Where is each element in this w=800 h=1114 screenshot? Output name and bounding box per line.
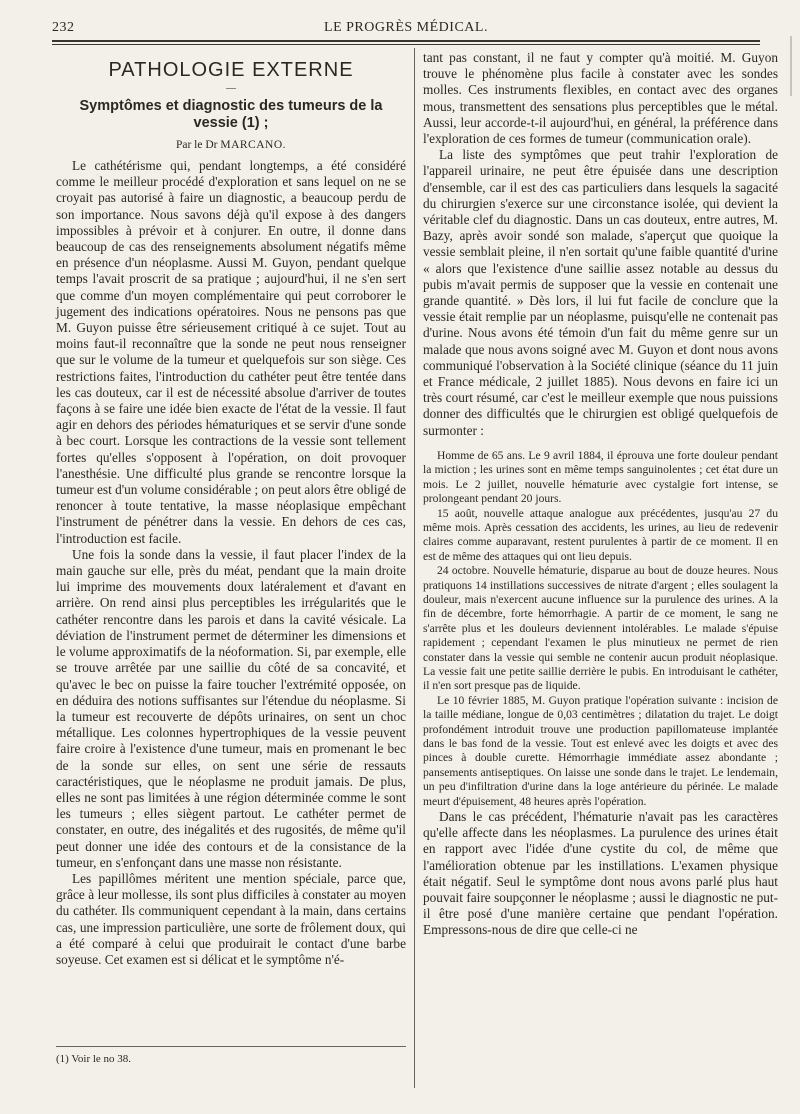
journal-title: LE PROGRÈS MÉDICAL. [324, 20, 488, 35]
case-report [423, 449, 778, 809]
header-rule [52, 40, 760, 42]
right-column [423, 50, 778, 939]
paragraph: Dans le cas précédent, l'hématurie n'avait pas les caractères qu'elle affecte dans les néoplasmes. La purulence des urines était en rapport avec l'idée d'une cystite du col, de même que l'amélioration obtenue par les instillations. L'examen physique était négatif. Seul le symptôme dont nous avons parlé plus haut pouvait faire soupçonner le néoplasme ; aussi le diagnostic ne put-il être posé d'une manière certaine que pendant l'opération. Empressons-nous de dire que celle-ci ne [423, 809, 778, 938]
footnote: (1) Voir le no 38. [56, 1046, 406, 1065]
page-edge-mark [790, 36, 792, 96]
header-rule-thin [52, 44, 760, 45]
article-title: Symptômes et diagnostic des tumeurs de la vessie (1) ; [79, 98, 383, 131]
left-column [56, 50, 406, 968]
paragraph: Une fois la sonde dans la vessie, il faut placer l'index de la main gauche sur elle, près du méat, pendant que la main droite lui imprime des mouvements doux latéralement et d'avant en arrière. On rend ainsi plus perceptibles les irrégularités que le cathéter rencontre dans les parois et dans la cavité vésicale. La déviation de l'instrument permet de déterminer les dimensions et le volume approximatifs de la néoformation. Si, par exemple, elle se trouve arrêtée par une saillie du côté de sa concavité, et qu'avec le bec on puisse la faire toucher l'extrémité opposée, on en déduira des notions suffisantes sur l'étendue du néoplasme. Si la tumeur est recouverte de dépôts urinaires, on sent un choc métallique. Les colonnes hypertrophiques de la vessie peuvent faire croire à l'existence d'une tumeur, mais en promenant le bec de la sonde sur elles, on sent une série de ressauts caractéristiques, que le néoplasme ne produit jamais. De plus, elles ne sont pas limitées à une région déterminée comme le sont les tumeurs ; elles siègent partout. Le cathéter permet de constater, en outre, des inégalités et des rugosités, de même qu'il peut donner une idée des contours et de la consistance de la tumeur, en s'enfonçant dans une masse non résistante. [56, 546, 406, 870]
column-divider [414, 48, 415, 1088]
page-number: 232 [52, 20, 75, 35]
paragraph: Le cathétérisme qui, pendant longtemps, a été considéré comme le meilleur procédé d'exploration et sans lequel on ne se croyait pas autorisé à faire un diagnostic, a beaucoup perdu de son importance. Nous savons déjà qu'il expose à des dangers impossibles à prévoir et à conjurer. En outre, il donne dans beaucoup de cas des renseignements absolument négatifs même en présence d'un néoplasme. Aussi M. Guyon, pendant quelque temps l'avait proscrit de sa pratique ; aujourd'hui, il ne s'en sert que comme d'un moyen complémentaire qui peut corroborer le jugement des indications opératoires. Nous ne pensons pas que M. Guyon puisse être sérieusement critiqué à ce sujet. Tout au moins faut-il reconnaître que la sonde ne peut nous renseigner que sur le volume de la tumeur et quelquefois sur son siège. Ces restrictions faites, l'introduction du cathéter peut être tentée dans les cas douteux, car il est de nécessité absolue d'arriver de toutes façons à se faire une idée bien exacte de l'état de la vessie. Il faut agir en dehors des périodes hématuriques et se servir d'une sonde à bec court. Lorsque les contractions de la vessie sont tellement fortes qu'elles s'opposent à l'opération, on doit provoquer l'anesthésie. Une difficulté plus grande se rencontre lorsque la tumeur est d'un volume considérable ; on peut alors être obligé de renoncer à toute tentative, la masse néoplasique empêchant l'instrument de pénétrer dans la vessie. En dehors de ces cas, l'introduction est facile. [56, 158, 406, 546]
case-paragraph: 15 août, nouvelle attaque analogue aux précédentes, jusqu'au 27 du même mois. Après cessation des accidents, les urines, au lieu de redevenir claires comme auparavant, restent purulentes à partir de ce moment. Il en est de même des attaques qui ont lieu depuis. [423, 506, 778, 563]
case-paragraph: 24 octobre. Nouvelle hématurie, disparue au bout de douze heures. Nous pratiquons 14 instillations successives de nitrate d'argent ; elles soulagent la douleur, mais n'exercent aucune influence sur la purulence des urines. A la fin de décembre, forte hémorrhagie. A partir de ce moment, le sang ne s'arrête plus et les douleurs deviennent intolérables. Le malade s'épuise rapidement ; cependant l'examen le plus minutieux ne permet de rien constater dans la vessie qui semble ne contenir aucun produit néoplasique. La vessie fait une petite saillie derrière le pubis. En introduisant le cathéter, il n'en sort presque pas de liquide. [423, 564, 778, 693]
running-head [52, 18, 760, 42]
case-paragraph: Homme de 65 ans. Le 9 avril 1884, il éprouva une forte douleur pendant la miction ; les urines sont en même temps sanguinolentes ; cet état dure un mois. Le 2 juillet, nouvelle hématurie avec cystalgie fort intense, se prolongeant pendant 20 jours. [423, 448, 778, 506]
paragraph: La liste des symptômes que peut trahir l'exploration de l'appareil urinaire, ne peut être épuisée dans une description d'ensemble, car il est des cas particuliers dans lesquels la sagacité du chirurgien s'exerce sur une circonstance isolée, qui devient la véritable clef du diagnostic. Dans un cas douteux, entre autres, M. Bazy, après avoir sondé son malade, s'aperçut que quoique la vessie semblait pleine, il n'en sortait qu'une faible quantité d'urine « alors que l'existence d'une saillie assez notable au dessus du pubis m'avait permis de supposer que la vessie en contenait une grande quantité. » Dès lors, il lui fut facile de conclure que la vessie était remplie par un néoplasme, puisqu'elle ne contenait pas d'urine. Nous avons été témoin d'un fait du même genre sur un malade que nous avons soigné avec M. Guyon et dont nous avons communiqué l'observation à la Société clinique (séance du 11 juin et France médicale, 2 juillet 1885). Nous devons en faire ici un très court résumé, car c'est le meilleur exemple que nous puissions donner des difficultés que le chirurgien est obligé quelquefois de surmonter : [423, 147, 778, 438]
paragraph: tant pas constant, il ne faut y compter qu'à moitié. M. Guyon trouve le phénomène plus facile à constater avec les sondes molles. Ces instruments flexibles, en contact avec des organes mous, transmettent des sensations plus perceptibles que le métal. Aussi, leur accorde-t-il aujourd'hui, en général, la préférence dans l'exploration de ces formes de tumeur (communication orale). [423, 50, 778, 147]
case-paragraph: Le 10 février 1885, M. Guyon pratique l'opération suivante : incision de la taille médiane, longue de 0,03 centimètres ; dilatation du trajet. Le doigt profondément introduit trouve une production papillomateuse implantée dans le bas fond de la vessie. Tout est enlevé avec les doigts et avec des pinces à double curette. Hémorrhagie immédiate assez abondante ; pansements antiseptiques. On laisse une sonde dans le trajet. Le lendemain, un peu d'infiltration d'urine dans la loge antérieure du périnée. Le malade meurt d'épuisement, 48 heures après l'opération. [423, 693, 778, 808]
paragraph: Les papillômes méritent une mention spéciale, parce que, grâce à leur mollesse, ils sont plus difficiles à constater au moyen du cathéter. Ils communiquent cependant à la main, dans certains cas, une impression particulière, une sorte de frôlement doux, qui a été comparé à celui que produirait le contact d'une barbe soyeuse. Cet examen est si délicat et le symptôme n'é- [56, 870, 406, 967]
title-dash: — [226, 83, 236, 94]
byline-prefix: Par le Dr [175, 139, 218, 151]
byline [56, 138, 406, 152]
byline-author: MARCANO. [220, 139, 287, 151]
section-title: PATHOLOGIE EXTERNE [108, 59, 354, 81]
